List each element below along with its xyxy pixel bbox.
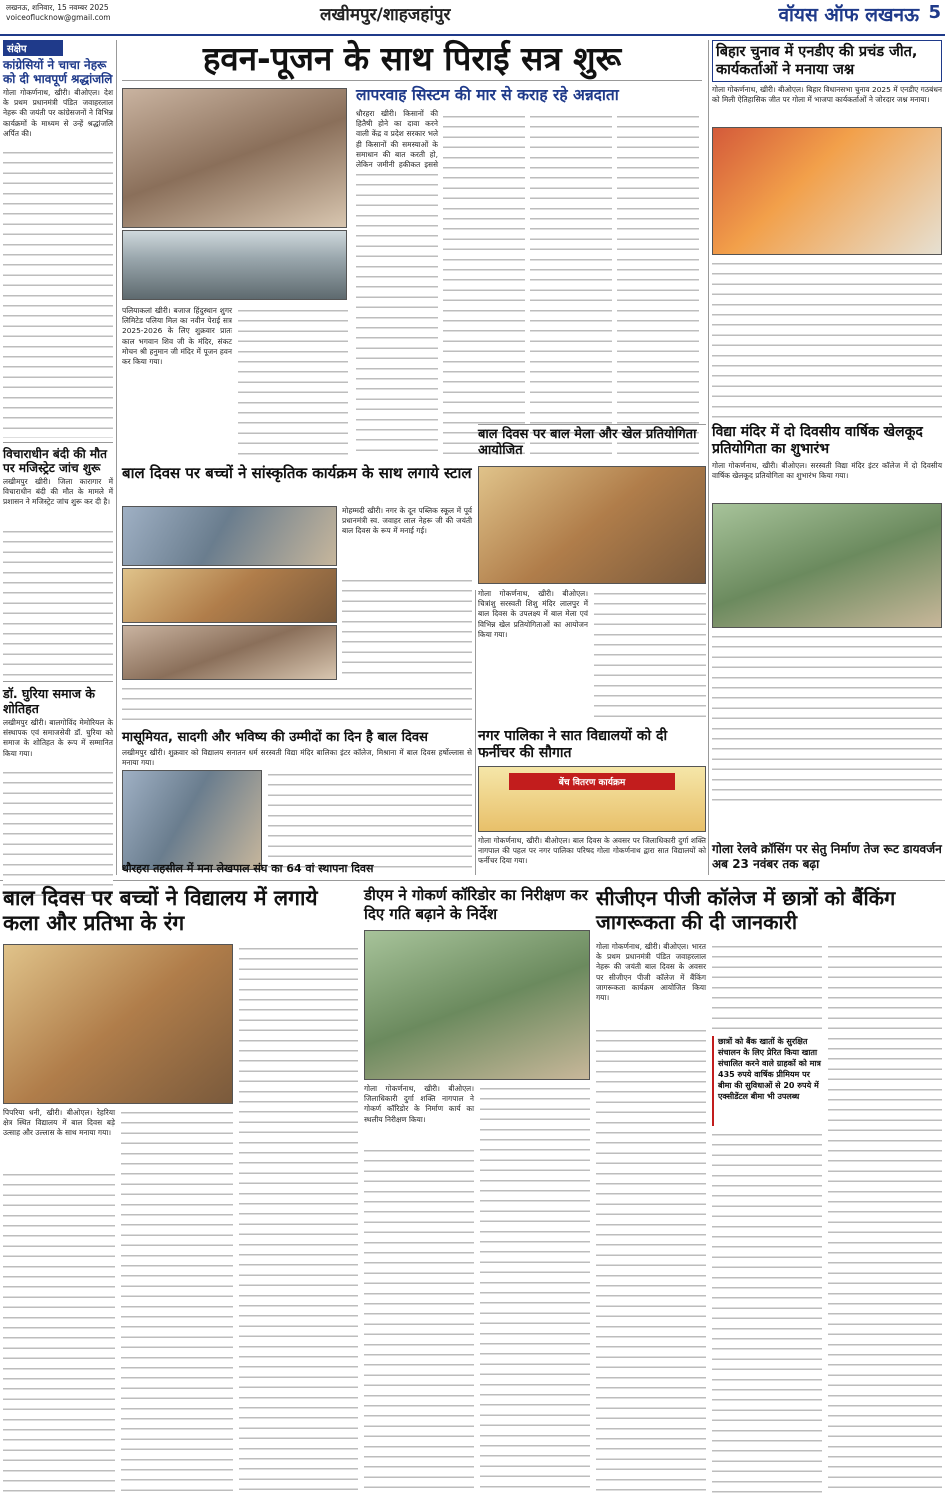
paper-name: वॉयस ऑफ लखनऊ (778, 4, 919, 26)
bihar-story (712, 40, 942, 420)
story-headline: कांग्रेसियों ने चाचा नेहरू को दी भावपूर्ण श्रद्धांजलि (3, 58, 113, 86)
art-photo (3, 944, 233, 1104)
corridor-photo (364, 930, 590, 1080)
bottom-right-body (828, 942, 942, 1494)
story-body (3, 527, 113, 677)
bal-mela-lead: गोला गोकर्णनाथ, खीरी। बीओएल। चित्रांशु सरस्वती शिशु मंदिर लालपुर में बाल दिवस के उपलक्ष्य में बाल मेला एवं विभिन्न खेल प्रतियोगिताओं का आयोजन किया गया। (478, 589, 588, 639)
masumiyat-headline: मासूमियत, सादगी और भविष्य की उम्मीदों का दिन है बाल दिवस (122, 730, 428, 745)
bottom-right-headline: सीजीएन पीजी कॉलेज में छात्रों को बैंकिंग जागरूकता की दी जानकारी (596, 886, 896, 934)
bihar-body (712, 259, 942, 419)
stall-photo-2 (122, 568, 337, 623)
masthead (0, 0, 945, 36)
top-story-headline: हवन-पूजन के साथ पिराई सत्र शुरू (122, 40, 702, 81)
bottom-center-lead: गोला गोकर्णनाथ, खीरी। बीओएल। जिलाधिकारी दुर्गा शक्ति नागपाल ने गोकर्ण कॉरिडोर के निर्माण कार्य का स्थलीय निरीक्षण किया। (364, 1084, 474, 1124)
dhaurahra-headline: धौरहरा तहसील में मना लेखपाल संघ का 64 वां स्थापना दिवस (122, 862, 374, 875)
bihar-headline: बिहार चुनाव में एनडीए की प्रचंड जीत, कार्यकर्ताओं ने मनाया जश्न (712, 40, 942, 82)
top-story-body (238, 306, 348, 456)
farmers-body (530, 112, 612, 458)
brief-tag: संक्षेप (3, 40, 63, 56)
place-date: लखनऊ, शनिवार, 15 नवम्बर 2025 (6, 3, 109, 12)
masthead-meta (6, 3, 111, 23)
bal-diwas-stall-story (122, 464, 472, 726)
story-body (3, 768, 113, 898)
bottom-center-headline: डीएम ने गोकर्ण कॉरिडोर का निरीक्षण कर दिए गति बढ़ाने के निर्देश (364, 886, 588, 923)
section-title: लखीमपुर/शाहजहांपुर (320, 5, 451, 25)
furniture-story (478, 728, 706, 876)
celebration-photo (712, 127, 942, 255)
vidya-mandir-headline: विद्या मंदिर में दो दिवसीय वार्षिक खेलकूद प्रतियोगिता का शुभारंभ (712, 424, 923, 457)
story-lead: गोला गोकर्णनाथ, खीरी। बीओएल। देश के प्रथम प्रधानमंत्री पंडित जवाहरलाल नेहरू की जयंती पर कांग्रेसजनों ने विभिन्न कार्यक्रमों के माध्यम से उन्हें श्रद्धांजलि अर्पित की। (3, 88, 113, 138)
bottom-right-body (712, 942, 822, 1032)
farmers-body (617, 112, 699, 458)
story-body (3, 148, 113, 438)
vidya-mandir-lead: गोला गोकर्णनाथ, खीरी। बीओएल। सरस्वती विद्या मंदिर इंटर कॉलेज में दो दिवसीय वार्षिक खेलकूद प्रतियोगिता का शुभारंभ किया गया। (712, 461, 942, 481)
farmers-body (443, 112, 525, 458)
furniture-photo (478, 766, 706, 832)
column-rule (708, 40, 709, 875)
bottom-right-lead: गोला गोकर्णनाथ, खीरी। बीओएल। भारत के प्रथम प्रधानमंत्री पंडित जवाहरलाल नेहरू की जयंती बाल दिवस के अवसर पर सीजीएन पीजी कॉलेज में बैंकिंग जागरूकता कार्यक्रम आयोजित किया गया। (596, 942, 706, 1003)
sports-photo (712, 503, 942, 628)
column-rule (116, 40, 117, 875)
story-headline: डॉ. घुरिया समाज के शोतिहत (3, 686, 95, 716)
story-lead: लखीमपुर खीरी। जिला कारागार में विचाराधीन बंदी की मौत के मामले में प्रशासन ने मजिस्ट्रेट जांच शुरू कर दी है। (3, 477, 113, 507)
farmers-lead: धौरहरा खीरी। किसानों की हितैषी होने का दावा करने वाली केंद्र व प्रदेश सरकार भले ही किसानों की समस्याओं के समाधान की बात करती हो, लेकिन जमीनी हकीकत इससे (356, 109, 438, 170)
top-story-lead: पलियाकलां खीरी। बजाज हिंदुस्थान शुगर लिमिटेड पलिया मिल का नवीन पेराई सत्र 2025-2026 के लिए शुक्रवार प्रातः काल भगवान शिव जी के मंदिर, संकट मोचन श्री हनुमान जी मंदिर में पूजन हवन कर किया गया। (122, 306, 232, 367)
stall-body (342, 576, 472, 680)
masumiyat-body (268, 770, 472, 870)
masumiyat-photo (122, 770, 262, 870)
bihar-lead: गोला गोकर्णनाथ, खीरी। बीओएल। बिहार विधानसभा चुनाव 2025 में एनडीए गठबंधन को मिली ऐतिहासिक जीत पर गोला में भाजपा कार्यकर्ताओं ने जोरदार जश्न मनाया। (712, 85, 942, 105)
vidya-mandir-body (712, 632, 942, 802)
vidya-mandir-story (712, 424, 942, 844)
havan-photo-2 (122, 230, 347, 300)
bottom-right-story (596, 886, 942, 1496)
stall-lead: मोहम्मदी खीरी। नगर के दून पब्लिक स्कूल में पूर्व प्रधानमंत्री स्व. जवाहर लाल नेहरू जी की जयंती बाल दिवस के रूप में मनाई गई। (342, 506, 472, 536)
stall-photo (122, 506, 337, 566)
bottom-center-body (364, 1146, 474, 1494)
story-lead: लखीमपुर खीरी। बालगोविंद मेमोरियल के संस्थापक एवं समाजसेवी डॉ. घुरिया को समाज के शोतिहत के रूप में सम्मानित किया गया। (3, 718, 113, 758)
banner: बेंच वितरण कार्यक्रम (509, 773, 675, 790)
bal-mela-headline: बाल दिवस पर बाल मेला और खेल प्रतियोगिता आयोजित (478, 424, 706, 459)
rail-bridge-headline-box (712, 842, 942, 878)
havan-photo (122, 88, 347, 228)
pullquote: छात्रों को बैंक खातों के सुरक्षित संचालन के लिए प्रेरित किया खाता संचालित करने वाले ग्राहकों को मात्र 435 रुपये वार्षिक प्रीमियम पर बीमा की सुविधाओं से 20 रुपये में एक्सीडेंटल बीमा भी उपलब्ध (712, 1036, 822, 1126)
stall-body (122, 684, 472, 724)
bottom-right-body (596, 1026, 706, 1494)
bottom-left-story (3, 886, 358, 1496)
email: voiceoflucknow@gmail.com (6, 13, 111, 22)
bottom-left-body (3, 1170, 115, 1494)
masumiyat-lead: लखीमपुर खीरी। शुक्रवार को विद्यालय सनातन धर्म सरस्वती विद्या मंदिर बालिका इंटर कॉलेज, मिश्राना में बाल दिवस हर्षोल्लास से मनाया गया। (122, 748, 472, 768)
farmers-story (356, 86, 702, 458)
bottom-right-body (712, 1130, 822, 1494)
bal-mela-story (478, 424, 706, 724)
rail-bridge-headline: गोला रेलवे क्रॉसिंग पर सेतु निर्माण तेज रूट डायवर्जन अब 23 नवंबर तक बढ़ा (712, 842, 942, 871)
farmers-headline: लापरवाह सिस्टम की मार से कराह रहे अन्नदाता (356, 86, 619, 104)
bottom-left-headline: बाल दिवस पर बच्चों ने विद्यालय में लगाये कला और प्रतिभा के रंग (3, 886, 318, 935)
left-column (3, 40, 113, 875)
bottom-left-lead: पिपरिया धनी, खीरी। बीओएल। रेहरिया क्षेत्र स्थित विद्यालय में बाल दिवस बड़े उत्साह और उल्लास के साथ मनाया गया। (3, 1108, 115, 1138)
top-story (122, 40, 702, 460)
farmers-body (356, 170, 438, 458)
section-divider (0, 880, 945, 881)
bottom-left-body (121, 1108, 233, 1494)
furniture-headline: नगर पालिका ने सात विद्यालयों को दी फर्नीचर की सौगात (478, 728, 668, 761)
page-number: 5 (928, 2, 941, 23)
furniture-lead: गोला गोकर्णनाथ, खीरी। बीओएल। बाल दिवस के अवसर पर जिलाधिकारी दुर्गा शक्ति नागपाल की पहल पर नगर पालिका परिषद गोला गोकर्णनाथ द्वारा सात विद्यालयों को फर्नीचर दिया गया। (478, 836, 706, 866)
bottom-center-body (480, 1084, 590, 1494)
bal-mela-body (594, 589, 706, 719)
stall-photo-3 (122, 625, 337, 680)
bottom-center-story (364, 886, 590, 1496)
masumiyat-story (122, 730, 472, 880)
stall-headline: बाल दिवस पर बच्चों ने सांस्कृतिक कार्यक्रम के साथ लगाये स्टाल (122, 464, 472, 482)
bal-mela-photo (478, 466, 706, 584)
column-rule (475, 590, 476, 875)
story-headline: विचाराधीन बंदी की मौत पर मजिस्ट्रेट जांच शुरू (3, 447, 107, 475)
dhaurahra-story (122, 862, 472, 880)
bottom-left-body (239, 944, 358, 1494)
